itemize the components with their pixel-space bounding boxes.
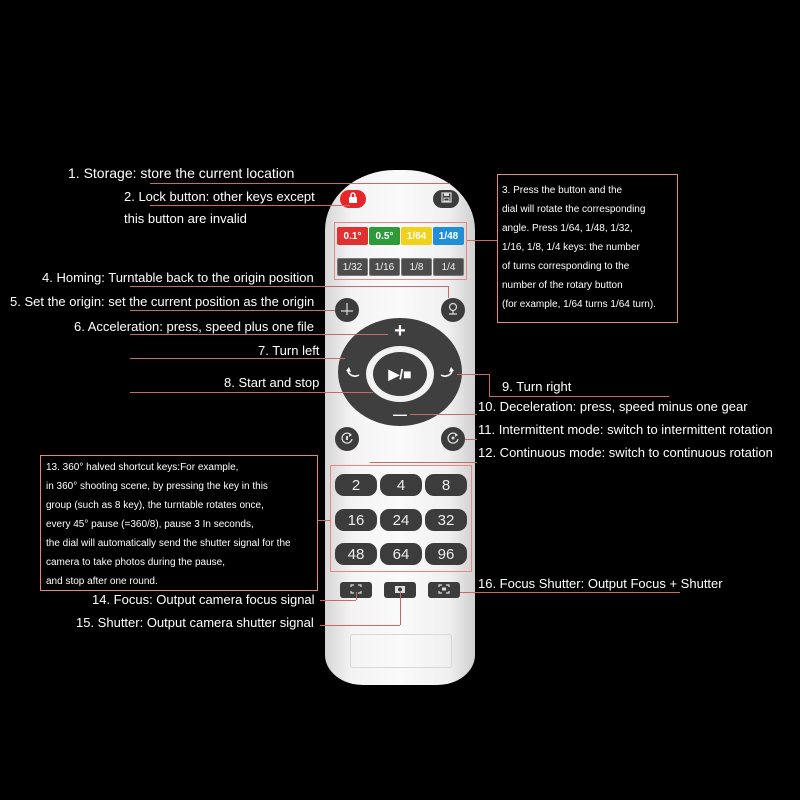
annotation-shortcut-line3: group (such as 8 key), the turntable rotates once, [46,500,264,511]
leader-line-4-drop [448,286,449,298]
annotation-continuous: 12. Continuous mode: switch to continuous rotation [478,445,773,460]
annotation-homing: 4. Homing: Turntable back to the origin position [42,270,314,285]
number-key-8[interactable]: 8 [425,474,467,496]
location-pin-icon [446,302,460,319]
annotation-angle-line4: 1/16, 1/8, 1/4 keys: the number [502,242,640,253]
intermittent-rotate-icon [340,431,354,448]
rotate-left-icon [345,365,361,382]
number-key-24[interactable]: 24 [380,509,422,531]
number-key-32[interactable]: 32 [425,509,467,531]
number-key-48[interactable]: 48 [335,543,377,565]
leader-line-8 [130,392,373,393]
rotate-right-icon [439,365,455,382]
continuous-mode-button[interactable] [441,427,465,451]
annotation-start-stop: 8. Start and stop [224,375,320,390]
number-key-96[interactable]: 96 [425,543,467,565]
annotation-angle-line5: of turns corresponding to the [502,261,630,272]
continuous-rotate-icon [446,431,460,448]
remote-bottom-pad [350,634,452,668]
number-key-2[interactable]: 2 [335,474,377,496]
start-stop-button[interactable]: ▶/■ [373,352,427,396]
annotation-focus-shutter: 16. Focus Shutter: Output Focus + Shutter [478,576,723,591]
homing-button[interactable] [335,298,359,322]
leader-line-11 [465,439,477,440]
annotation-focus: 14. Focus: Output camera focus signal [92,592,315,607]
storage-button[interactable] [433,190,459,208]
turn-key-1-48[interactable]: 1/48 [433,227,464,245]
annotation-intermittent: 11. Intermittent mode: switch to intermittent rotation [478,422,773,437]
focus-shutter-button[interactable] [428,582,460,598]
leader-line-15-rise [400,592,401,625]
leader-line-10 [410,414,477,415]
leader-line-2 [150,205,350,206]
annotation-angle-line3: angle. Press 1/64, 1/48, 1/32, [502,223,633,234]
annotation-turn-right: 9. Turn right [502,379,572,394]
turn-left-button[interactable] [343,362,363,384]
annotation-shortcut-line2: in 360° shooting scene, by pressing the key in this [46,481,268,492]
leader-line-15 [320,625,400,626]
leader-line-9-drop [489,374,490,396]
leader-line-13 [318,520,330,521]
turn-key-1-64[interactable]: 1/64 [401,227,432,245]
annotation-acceleration: 6. Acceleration: press, speed plus one file [74,319,314,334]
annotation-shortcut-line4: every 45° pause (=360/8), pause 3 In seconds, [46,519,254,530]
number-key-16[interactable]: 16 [335,509,377,531]
leader-line-14 [320,600,356,601]
number-key-64[interactable]: 64 [380,543,422,565]
annotation-deceleration: 10. Deceleration: press, speed minus one gear [478,399,748,414]
angle-key-0-1[interactable]: 0.1° [337,227,368,245]
leader-line-4 [130,286,448,287]
leader-line-1 [150,183,450,184]
annotation-angle-line2: dial will rotate the corresponding [502,204,646,215]
turn-key-1-4[interactable]: 1/4 [433,258,464,276]
save-icon [441,192,452,206]
annotation-angle-line6: number of the rotary button [502,280,623,291]
annotation-lock-line2: this button are invalid [124,211,247,226]
set-origin-button[interactable] [441,298,465,322]
annotation-lock-line1: 2. Lock button: other keys except [124,189,315,204]
annotation-turn-left: 7. Turn left [258,343,320,358]
leader-line-5 [130,310,335,311]
annotation-shutter: 15. Shutter: Output camera shutter signal [76,615,314,630]
annotation-angle-line1: 3. Press the button and the [502,185,623,196]
annotation-shortcut-line1: 13. 360° halved shortcut keys:For example, [46,462,239,473]
leader-line-16 [460,592,680,593]
turn-key-1-8[interactable]: 1/8 [401,258,432,276]
turn-right-button[interactable] [437,362,457,384]
intermittent-mode-button[interactable] [335,427,359,451]
annotation-set-origin: 5. Set the origin: set the current position as the origin [10,294,315,309]
annotation-storage: 1. Storage: store the current location [68,165,295,181]
leader-line-3 [467,240,497,241]
leader-line-9b [489,396,669,397]
annotation-shortcut-line7: and stop after one round. [46,576,158,587]
lock-icon [348,192,358,206]
leader-line-14-rise [356,592,357,600]
annotation-angle-line7: (for example, 1/64 turns 1/64 turn). [502,299,656,310]
focus-shutter-icon [438,584,450,597]
angle-key-0-5[interactable]: 0.5° [369,227,400,245]
crosshair-icon [340,302,354,319]
deceleration-button[interactable]: — [393,406,407,422]
turn-key-1-32[interactable]: 1/32 [337,258,368,276]
acceleration-button[interactable]: + [394,319,406,342]
annotation-shortcut-line5: the dial will automatically send the shutter signal for the [46,538,291,549]
annotation-shortcut-line6: camera to take photos during the pause, [46,557,226,568]
leader-line-9 [457,374,489,375]
turn-key-1-16[interactable]: 1/16 [369,258,400,276]
number-key-4[interactable]: 4 [380,474,422,496]
leader-line-12 [370,462,477,463]
